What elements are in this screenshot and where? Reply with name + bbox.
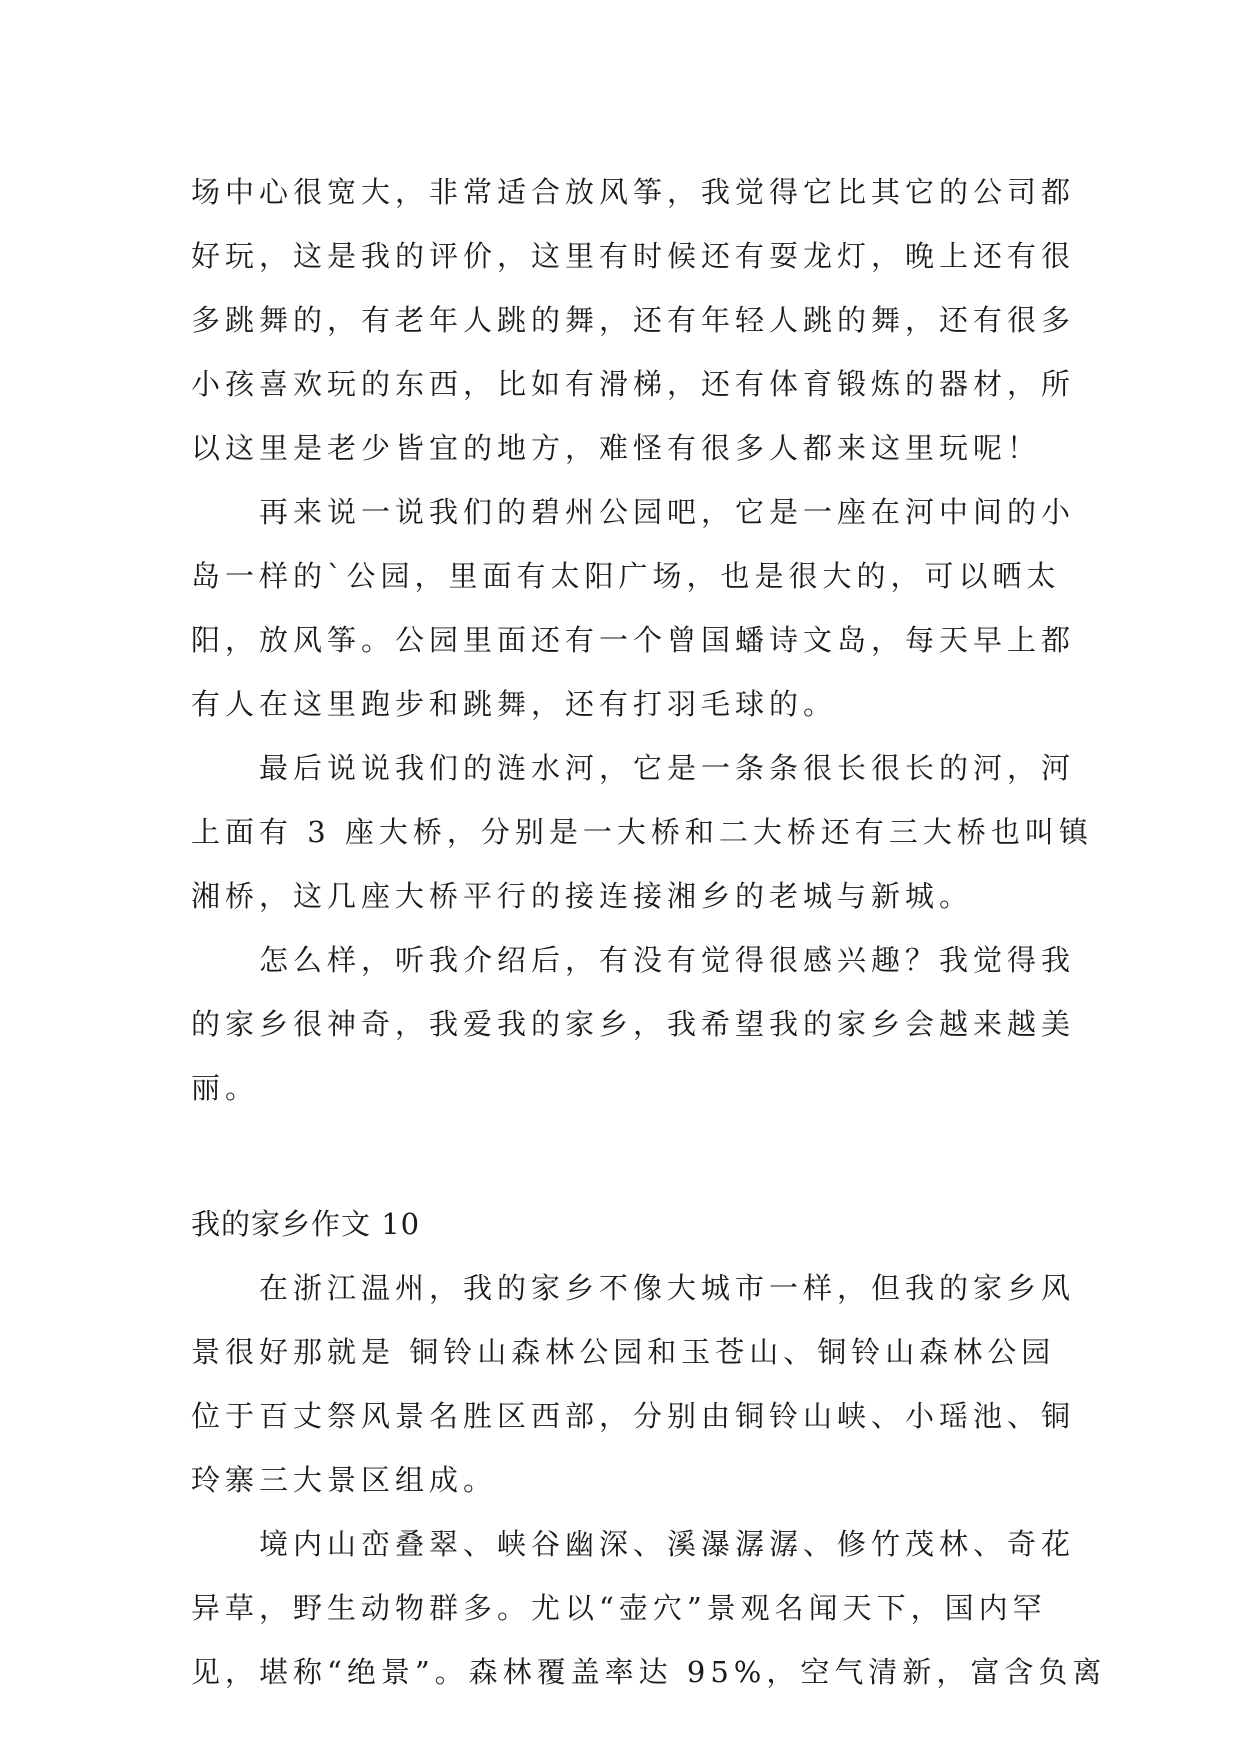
text-line: 见，堪称“绝景”。森林覆盖率达 95%，空气清新，富含负离: [191, 1655, 1107, 1689]
text-line: 岛一样的`公园，里面有太阳广场，也是很大的，可以晒太: [191, 559, 1061, 593]
text-line: 景很好那就是 铜铃山森林公园和玉苍山、铜铃山森林公园: [191, 1335, 1056, 1369]
text-line: 异草，野生动物群多。尤以“壶穴”景观名闻天下，国内罕: [191, 1591, 1047, 1625]
text-line: 以这里是老少皆宜的地方，难怪有很多人都来这里玩呢！: [191, 431, 1042, 465]
text-line: 怎么样，听我介绍后，有没有觉得很感兴趣？我觉得我: [259, 943, 1076, 977]
text-line: 小孩喜欢玩的东西，比如有滑梯，还有体育锻炼的器材，所: [191, 367, 1076, 401]
paragraph: [191, 480, 1076, 736]
text-line: 玲寨三大景区组成。: [191, 1463, 498, 1497]
section-title: 我的家乡作文 10: [191, 1207, 421, 1241]
text-line: 丽。: [191, 1071, 260, 1105]
text-line: 上面有 3 座大桥，分别是一大桥和二大桥还有三大桥也叫镇: [191, 815, 1093, 849]
text-line: 湘桥，这几座大桥平行的接连接湘乡的老城与新城。: [191, 879, 974, 913]
paragraph: [191, 160, 1076, 480]
text-line: 最后说说我们的涟水河，它是一条条很长很长的河，河: [259, 751, 1076, 785]
document-page: [191, 160, 1107, 1704]
text-line: 再来说一说我们的碧州公园吧，它是一座在河中间的小: [259, 495, 1076, 529]
text-line: 场中心很宽大，非常适合放风筝，我觉得它比其它的公司都: [191, 175, 1076, 209]
paragraph: [191, 1512, 1107, 1704]
paragraph: [191, 1256, 1076, 1512]
text-line: 阳，放风筝。公园里面还有一个曾国蟠诗文岛，每天早上都: [191, 623, 1076, 657]
text-line: 的家乡很神奇，我爱我的家乡，我希望我的家乡会越来越美: [191, 1007, 1076, 1041]
text-line: 境内山峦叠翠、峡谷幽深、溪瀑潺潺、修竹茂林、奇花: [259, 1527, 1076, 1561]
text-line: 多跳舞的，有老年人跳的舞，还有年轻人跳的舞，还有很多: [191, 303, 1076, 337]
text-line: 好玩，这是我的评价，这里有时候还有耍龙灯，晚上还有很: [191, 239, 1076, 273]
paragraph: [191, 928, 1076, 1120]
section-spacer: [191, 1120, 1051, 1192]
paragraph: [191, 736, 1093, 928]
text-line: 位于百丈祭风景名胜区西部，分别由铜铃山峡、小瑶池、铜: [191, 1399, 1076, 1433]
text-line: 有人在这里跑步和跳舞，还有打羽毛球的。: [191, 687, 838, 721]
text-line: 在浙江温州，我的家乡不像大城市一样，但我的家乡风: [259, 1271, 1076, 1305]
